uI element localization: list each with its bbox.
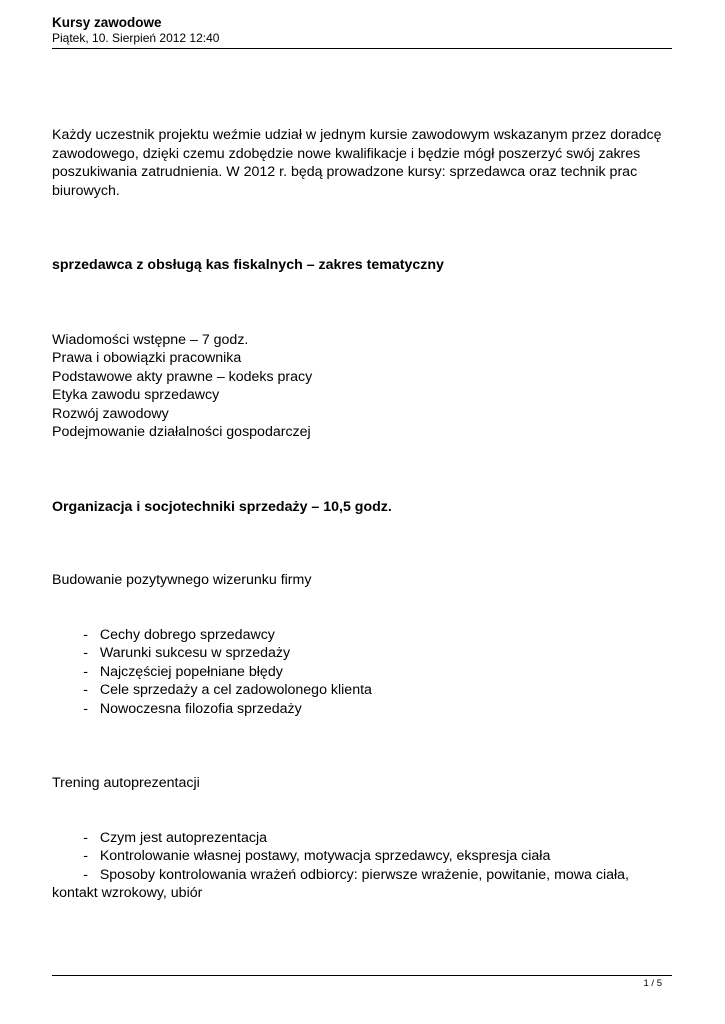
dash-marker: - bbox=[83, 663, 88, 680]
list-item-text: Kontrolowanie własnej postawy, motywacja sprzedawcy, ekspresja ciała bbox=[99, 848, 551, 864]
list-item bbox=[52, 866, 677, 885]
dash-list-autoprezentacja bbox=[52, 829, 677, 885]
section-heading-organizacja: Organizacja i socjotechniki sprzedaży – 10,5 godz. bbox=[52, 498, 392, 515]
list-item-text: Sposoby kontrolowania wrażeń odbiorcy: pierwsze wrażenie, powitanie, mowa ciała, bbox=[99, 866, 629, 883]
document-body bbox=[52, 126, 677, 903]
footer-divider bbox=[52, 975, 672, 976]
intro-paragraph: Każdy uczestnik projektu weźmie udział w jednym kursie zawodowym wskazanym przez doradcę zawodowego, dzięki czemu zdobędzie nowe kwalifikacje i będzie mógł poszerzyć swój zakres poszukiwania zatrudnienia. W 2012 r. będą prowadzone kursy: sprzedawca oraz technik prac biurowych. bbox=[52, 127, 662, 199]
list-item bbox=[52, 663, 677, 682]
list-item: Wiadomości wstępne – 7 godz. bbox=[52, 331, 249, 348]
list-item-text: Cechy dobrego sprzedawcy bbox=[99, 626, 275, 643]
list-item: Podstawowe akty prawne – kodeks pracy bbox=[52, 368, 313, 385]
list-item-continuation: kontakt wzrokowy, ubiór bbox=[52, 885, 203, 901]
dash-marker: - bbox=[83, 829, 88, 846]
list-item bbox=[52, 847, 677, 866]
list-item bbox=[52, 700, 677, 719]
dash-marker: - bbox=[83, 645, 88, 661]
list-item bbox=[52, 681, 677, 700]
dash-marker: - bbox=[83, 682, 88, 698]
dash-marker: - bbox=[83, 700, 88, 717]
section-heading-sprzedawca: sprzedawca z obsługą kas fiskalnych – zakres tematyczny bbox=[52, 257, 444, 273]
list-item: Podejmowanie działalności gospodarczej bbox=[52, 424, 311, 440]
header-divider bbox=[52, 48, 672, 49]
document-header bbox=[52, 14, 672, 46]
dash-marker: - bbox=[83, 848, 88, 864]
dash-marker: - bbox=[83, 626, 88, 643]
list-item: Etyka zawodu sprzedawcy bbox=[52, 387, 220, 403]
list-item bbox=[52, 829, 677, 848]
document-date: Piątek, 10. Sierpień 2012 12:40 bbox=[52, 31, 220, 45]
list-item-text: Warunki sukcesu w sprzedaży bbox=[99, 645, 291, 661]
subheading-autoprezentacja: Trening autoprezentacji bbox=[52, 775, 200, 791]
page-number: 1 / 5 bbox=[643, 978, 662, 989]
document-title: Kursy zawodowe bbox=[52, 15, 162, 30]
subheading-wizerunek: Budowanie pozytywnego wizerunku firmy bbox=[52, 572, 312, 588]
list-item: Prawa i obowiązki pracownika bbox=[52, 350, 242, 366]
list-item bbox=[52, 626, 677, 645]
list-item: Rozwój zawodowy bbox=[52, 405, 169, 422]
list-item-text: Cele sprzedaży a cel zadowolonego klienta bbox=[99, 682, 372, 698]
list-item-text: Czym jest autoprezentacja bbox=[99, 829, 268, 846]
topic-list bbox=[52, 331, 677, 442]
list-item-text: Najczęściej popełniane błędy bbox=[99, 663, 283, 680]
list-item bbox=[52, 644, 677, 663]
dash-list-wizerunek bbox=[52, 626, 677, 719]
dash-marker: - bbox=[83, 866, 88, 883]
list-item-text: Nowoczesna filozofia sprzedaży bbox=[99, 700, 302, 717]
